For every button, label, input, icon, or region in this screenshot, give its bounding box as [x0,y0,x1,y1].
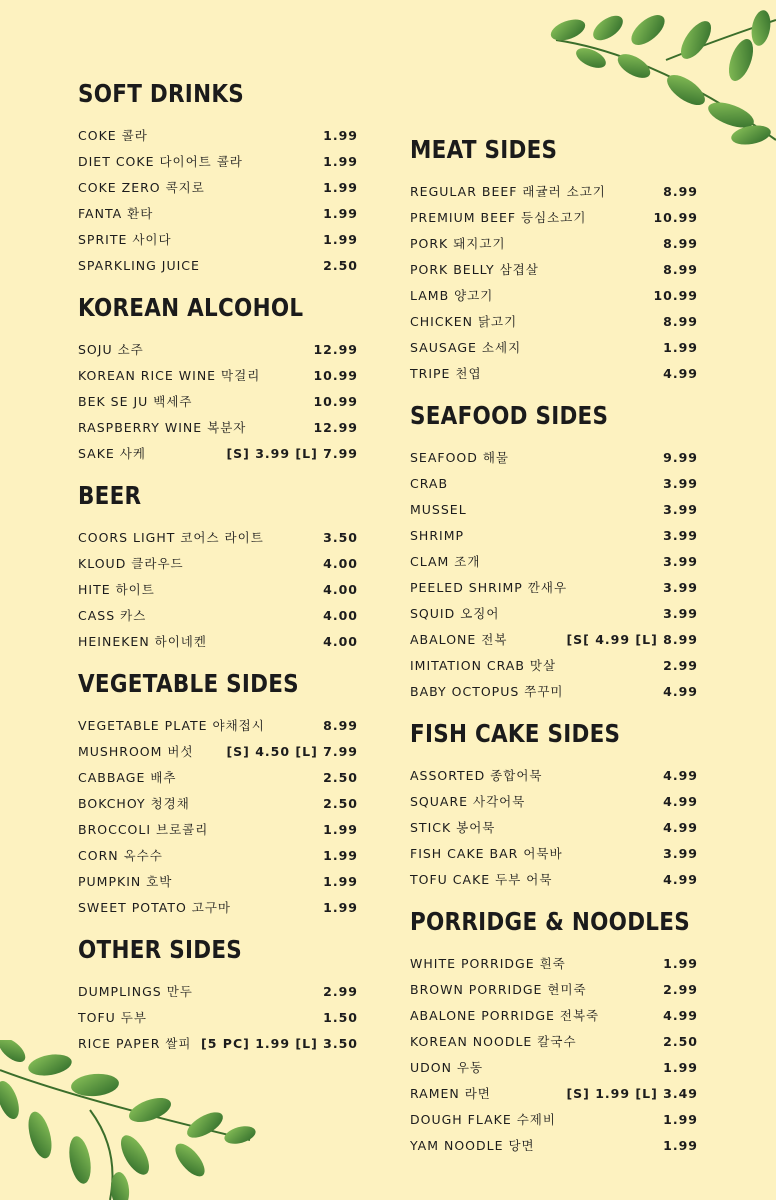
menu-item [78,336,368,362]
menu-item [410,496,700,522]
menu-item-price: 10.99 [653,287,698,303]
menu-item-price: 1.99 [323,153,358,169]
menu-item-price: 1.99 [663,339,698,355]
menu-section-other-sides [78,932,368,1056]
menu-item-price: 3.99 [663,475,698,491]
section-title: VEGETABLE SIDES [78,669,299,698]
menu-item-name: PORK BELLY 삼겹살 [410,262,539,277]
menu-item [410,444,700,470]
menu-item [410,256,700,282]
menu-item-price: 3.99 [663,845,698,861]
menu-item [410,1054,700,1080]
menu-item [78,602,368,628]
menu-item-price: 1.99 [323,873,358,889]
menu-item [410,950,700,976]
menu-item [78,362,368,388]
menu-item-name: RICE PAPER 쌀피 [78,1036,192,1051]
menu-item [410,360,700,386]
menu-item-price: 9.99 [663,449,698,465]
menu-item [410,1080,700,1106]
menu-column-right [410,132,700,1170]
menu-item-price: 8.99 [663,235,698,251]
section-title: SOFT DRINKS [78,79,244,108]
menu-item-name: STICK 봉어묵 [410,820,496,835]
menu-item-name: BABY OCTOPUS 쭈꾸미 [410,684,564,699]
menu-item-price: [S] 4.50 [L] 7.99 [226,743,358,759]
menu-item-name: YAM NOODLE 당면 [410,1138,535,1153]
menu-item-name: ABALONE 전복 [410,632,508,647]
menu-item-name: CABBAGE 배추 [78,770,177,785]
menu-item-price: [5 PC] 1.99 [L] 3.50 [201,1035,358,1051]
menu-item [410,548,700,574]
menu-item-name: BOKCHOY 청경채 [78,796,190,811]
menu-item-price: 4.00 [323,555,358,571]
menu-item-price: 2.99 [323,983,358,999]
menu-item [410,1028,700,1054]
menu-item-price: 1.99 [323,179,358,195]
menu-item [410,522,700,548]
menu-item [410,762,700,788]
menu-item-price: 4.99 [663,683,698,699]
menu-item-name: SOJU 소주 [78,342,144,357]
section-title: KOREAN ALCOHOL [78,293,304,322]
menu-item-price: 2.50 [323,769,358,785]
menu-item [410,178,700,204]
menu-item [410,814,700,840]
menu-item-name: SHRIMP [410,527,465,543]
menu-item-price: 1.99 [663,1059,698,1075]
menu-column-left [78,76,368,1068]
menu-item-name: CORN 옥수수 [78,848,163,863]
menu-item-price: 3.99 [663,527,698,543]
menu-item-price: 3.99 [663,579,698,595]
menu-item-name: IMITATION CRAB 맛살 [410,658,557,673]
menu-item [78,816,368,842]
menu-item-price: 8.99 [663,261,698,277]
menu-item [78,868,368,894]
menu-item-name: BEK SE JU 백세주 [78,394,193,409]
menu-item [410,1132,700,1158]
menu-item-price: 10.99 [313,367,358,383]
menu-item-price: 1.99 [323,821,358,837]
menu-item [410,678,700,704]
menu-item-name: TRIPE 천엽 [410,366,482,381]
menu-item-price: 8.99 [663,313,698,329]
menu-item-name: CHICKEN 닭고기 [410,314,518,329]
menu-item-name: SPRITE 사이다 [78,232,172,247]
menu-item [78,524,368,550]
menu-item-price: 1.99 [323,127,358,143]
menu-item-name: MUSHROOM 버섯 [78,744,194,759]
menu-section-fish-cake-sides [410,716,700,892]
menu-item-name: RASPBERRY WINE 복분자 [78,420,247,435]
menu-item-price: 4.99 [663,819,698,835]
menu-item [78,738,368,764]
menu-item-name: PREMIUM BEEF 등심소고기 [410,210,587,225]
menu-item [410,574,700,600]
menu-item-price: 1.99 [663,1111,698,1127]
menu-item-name: PUMPKIN 호박 [78,874,173,889]
menu-item-name: PORK 돼지고기 [410,236,506,251]
menu-item-name: BROWN PORRIDGE 현미죽 [410,982,587,997]
menu-item [78,414,368,440]
menu-item-price: 2.50 [323,257,358,273]
menu-item-name: FANTA 환타 [78,206,154,221]
menu-item-price: 12.99 [313,341,358,357]
menu-item [78,894,368,920]
menu-item-price: 1.99 [323,847,358,863]
menu-item-name: UDON 우동 [410,1060,484,1075]
menu-item [78,1030,368,1056]
menu-item-name: LAMB 양고기 [410,288,494,303]
menu-section-beer [78,478,368,654]
menu-item-price: 12.99 [313,419,358,435]
menu-section-porridge-noodles [410,904,700,1158]
menu-item-name: SQUARE 사각어묵 [410,794,526,809]
menu-item-name: SQUID 오징어 [410,606,500,621]
menu-item [410,866,700,892]
menu-item-name: CLAM 조개 [410,554,481,569]
menu-item [410,1106,700,1132]
menu-item-name: SWEET POTATO 고구마 [78,900,231,915]
menu-item [410,470,700,496]
menu-item [410,308,700,334]
menu-item [78,148,368,174]
menu-item [410,230,700,256]
menu-item-price: 2.99 [663,981,698,997]
section-title: PORRIDGE & NOODLES [410,907,690,936]
menu-item-price: 10.99 [313,393,358,409]
menu-item-name: DOUGH FLAKE 수제비 [410,1112,556,1127]
menu-item-price: 4.00 [323,581,358,597]
section-title: BEER [78,481,142,510]
menu-item [78,842,368,868]
menu-section-vegetable-sides [78,666,368,920]
section-title: MEAT SIDES [410,135,558,164]
menu-item-price: 3.50 [323,529,358,545]
menu-item-name: FISH CAKE BAR 어묵바 [410,846,563,861]
menu-item-price: 4.99 [663,1007,698,1023]
menu-item-price: 8.99 [323,717,358,733]
menu-item-price: 1.99 [323,205,358,221]
menu-item-name: COORS LIGHT 코어스 라이트 [78,530,264,545]
menu-item-price: 2.99 [663,657,698,673]
menu-item-name: REGULAR BEEF 래귤러 소고기 [410,184,606,199]
menu-item-price: 3.99 [663,605,698,621]
menu-item-price: 3.99 [663,501,698,517]
menu-item-price: 1.99 [323,231,358,247]
menu-item-price: 4.99 [663,767,698,783]
menu-item-price: 1.99 [663,1137,698,1153]
menu-item-price: 4.99 [663,365,698,381]
menu-item [78,978,368,1004]
menu-item-name: DUMPLINGS 만두 [78,984,193,999]
menu-item-price: 4.99 [663,793,698,809]
menu-item [78,576,368,602]
menu-section-korean-alcohol [78,290,368,466]
menu-item [78,1004,368,1030]
menu-item-price: [S] 3.99 [L] 7.99 [226,445,358,461]
menu-item-name: CASS 카스 [78,608,147,623]
menu-item-name: WHITE PORRIDGE 흰죽 [410,956,566,971]
menu-item-price: 3.99 [663,553,698,569]
menu-item [410,840,700,866]
menu-item-price: [S] 1.99 [L] 3.49 [566,1085,698,1101]
menu-item [78,388,368,414]
menu-item-name: SAKE 사케 [78,446,146,461]
menu-section-soft-drinks [78,76,368,278]
menu-section-meat-sides [410,132,700,386]
menu-item [410,1002,700,1028]
menu-item [78,200,368,226]
menu-item [78,628,368,654]
menu-item-name: TOFU CAKE 두부 어묵 [410,872,553,887]
menu-item-price: [S[ 4.99 [L] 8.99 [566,631,698,647]
menu-item [78,790,368,816]
menu-item [410,652,700,678]
menu-item-name: VEGETABLE PLATE 야채접시 [78,718,265,733]
menu-item [410,282,700,308]
menu-item [78,174,368,200]
menu-item-name: SAUSAGE 소세지 [410,340,522,355]
section-title: SEAFOOD SIDES [410,401,609,430]
menu-item [410,976,700,1002]
menu-item-name: ASSORTED 종합어묵 [410,768,543,783]
menu-item-price: 8.99 [663,183,698,199]
menu-item-name: COKE ZERO 콕지로 [78,180,205,195]
menu-item [410,788,700,814]
menu-item-name: ABALONE PORRIDGE 전복죽 [410,1008,600,1023]
menu-item [78,252,368,278]
menu-item-price: 1.99 [323,899,358,915]
menu-item-price: 4.00 [323,607,358,623]
menu-item [410,334,700,360]
menu-item-name: DIET COKE 다이어트 콜라 [78,154,243,169]
menu-item-price: 4.00 [323,633,358,649]
menu-item [78,712,368,738]
menu-item-name: KOREAN NOODLE 칼국수 [410,1034,577,1049]
menu-item [410,204,700,230]
menu-item-name: SEAFOOD 해물 [410,450,509,465]
menu-item-name: BROCCOLI 브로콜리 [78,822,209,837]
menu-item-name: HITE 하이트 [78,582,155,597]
menu-section-seafood-sides [410,398,700,704]
menu-item [78,122,368,148]
menu-item [78,440,368,466]
section-title: FISH CAKE SIDES [410,719,621,748]
menu-item-name: KOREAN RICE WINE 막걸리 [78,368,261,383]
menu-item [78,550,368,576]
menu-item [78,226,368,252]
menu-item-name: CRAB [410,475,449,491]
menu-item-name: SPARKLING JUICE [78,257,200,273]
menu-item-price: 1.50 [323,1009,358,1025]
menu-item-price: 2.50 [663,1033,698,1049]
menu-item-name: COKE 콜라 [78,128,148,143]
menu-item-price: 10.99 [653,209,698,225]
menu-item [78,764,368,790]
menu-item [410,600,700,626]
menu-item-price: 4.99 [663,871,698,887]
menu-item [410,626,700,652]
menu-item-name: MUSSEL [410,501,467,517]
section-title: OTHER SIDES [78,935,243,964]
menu-item-name: PEELED SHRIMP 깐새우 [410,580,568,595]
menu-item-name: HEINEKEN 하이네켄 [78,634,207,649]
menu-item-price: 1.99 [663,955,698,971]
menu-item-name: TOFU 두부 [78,1010,147,1025]
menu-item-name: KLOUD 클라우드 [78,556,184,571]
menu-item-price: 2.50 [323,795,358,811]
menu-item-name: RAMEN 라면 [410,1086,491,1101]
